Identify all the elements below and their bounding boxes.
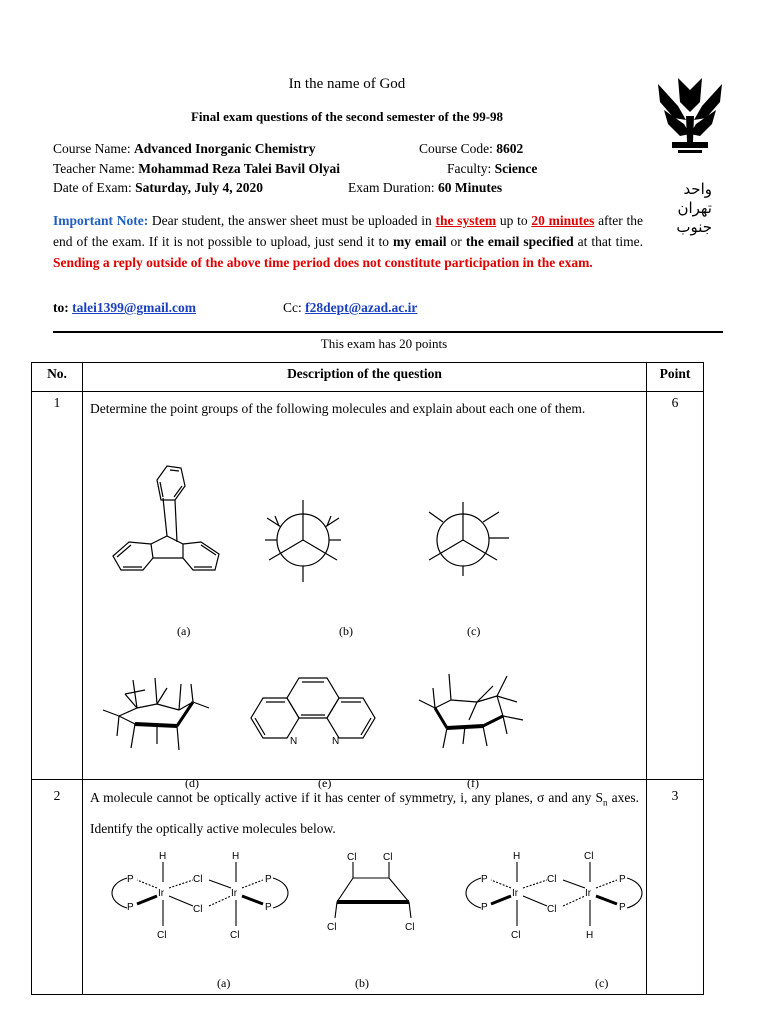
university-logo	[650, 72, 730, 162]
faculty: Faculty: Science	[447, 161, 538, 176]
q2-label-a: (a)	[217, 976, 231, 990]
molecule-2c-iridium-dimer	[463, 850, 673, 960]
cc-email-link[interactable]: f28dept@azad.ac.ir	[305, 300, 418, 315]
atom-label: Cl	[230, 930, 240, 941]
table-row-q2	[32, 780, 704, 995]
q1-label-c: (c)	[467, 624, 481, 638]
atom-label: Cl	[584, 851, 594, 862]
table-header-row	[32, 363, 704, 392]
q2-text: A molecule cannot be optically active if it has center of symmetry, i, any planes, σ and any $S_n$ axes. Identify the optically active molecules below.	[90, 790, 639, 836]
course-name: Course Name: Advanced Inorganic Chemistry	[53, 141, 316, 156]
q1-text: Determine the point groups of the following molecules and explain about each one of them.	[90, 401, 586, 416]
atom-label: P	[127, 902, 134, 913]
q1-label-a: (a)	[177, 624, 191, 638]
atom-label: Cl	[383, 852, 393, 863]
q2-label-b: (b)	[355, 976, 369, 990]
q1-number: 1	[32, 392, 83, 780]
atom-label: P	[265, 902, 272, 913]
molecule-a-triptycene	[93, 452, 243, 582]
q1-label-f: (f)	[467, 776, 479, 790]
q1-cell	[83, 392, 647, 790]
campus-line-1: واحد	[683, 180, 712, 198]
points-note: This exam has 20 points	[320, 336, 448, 351]
atom-label: Cl	[193, 874, 203, 885]
atom-label: Cl	[405, 922, 415, 933]
q2-label-c: (c)	[595, 976, 609, 990]
important-note: Important Note: Dear student, the answer sheet must be uploaded in the system up to 20 minutes after the end of the exam. If it is not possible to upload, just send it to my email or the email specified at that time. Sending a reply outside of the above time period does not constitute participation in the exam.	[53, 213, 644, 270]
atom-label: P	[481, 902, 488, 913]
q1-label-d: (d)	[185, 776, 199, 790]
q2-number: 2	[32, 780, 83, 995]
to-email-link[interactable]: talei1399@gmail.com	[72, 300, 197, 315]
molecule-2b-cyclobutane	[319, 850, 429, 950]
q1-point: 6	[647, 392, 704, 780]
molecule-c-newman	[417, 490, 527, 590]
teacher-name: Teacher Name: Mohammad Reza Talei Bavil Olyai	[53, 161, 341, 176]
atom-label: P	[619, 874, 626, 885]
atom-label: Cl	[347, 852, 357, 863]
to-email-line: to: talei1399@gmail.com	[53, 300, 197, 315]
divider	[53, 331, 723, 333]
campus-line-3: جنوب	[676, 218, 712, 236]
molecule-e-phenanthroline	[241, 668, 391, 758]
q1-label-b: (b)	[339, 624, 353, 638]
atom-label: P	[619, 902, 626, 913]
header-description: Description of the question	[83, 363, 647, 392]
campus-line-2: تهران	[677, 199, 712, 217]
header-no: No.	[32, 363, 83, 392]
atom-label: Cl	[157, 930, 167, 941]
molecule-2a-iridium-dimer	[103, 850, 313, 960]
atom-label: H	[232, 851, 240, 862]
atom-label: Cl	[327, 922, 337, 933]
molecule-d-cyclohexane	[97, 654, 227, 764]
atom-label: P	[481, 874, 488, 885]
q2-cell	[83, 780, 647, 995]
nitrogen-label-1: N	[290, 736, 298, 747]
atom-label: Cl	[547, 904, 557, 915]
q2-point: 3	[647, 780, 704, 995]
atom-label: Ir	[231, 888, 238, 899]
exam-duration: Exam Duration: 60 Minutes	[348, 180, 503, 195]
atom-label: Cl	[193, 904, 203, 915]
atom-label: Cl	[547, 874, 557, 885]
exam-subtitle: Final exam questions of the second semester of the 99-98	[190, 109, 504, 124]
atom-label: Cl	[511, 930, 521, 941]
atom-label: P	[127, 874, 134, 885]
exam-date: Date of Exam: Saturday, July 4, 2020	[53, 180, 264, 195]
atom-label: Ir	[585, 888, 592, 899]
molecule-f-cyclohexane	[407, 660, 537, 760]
atom-label: H	[513, 851, 521, 862]
molecule-b-newman	[251, 490, 361, 600]
cc-email-line: Cc: f28dept@azad.ac.ir	[283, 300, 418, 315]
course-code: Course Code: 8602	[419, 141, 524, 156]
atom-label: Ir	[512, 888, 519, 899]
q1-label-e: (e)	[318, 776, 332, 790]
atom-label: Ir	[158, 888, 165, 899]
atom-label: H	[159, 851, 167, 862]
nitrogen-label-2: N	[332, 736, 340, 747]
header-point: Point	[647, 363, 704, 392]
question-table	[31, 362, 704, 995]
atom-label: P	[265, 874, 272, 885]
page-title: In the name of God	[288, 76, 406, 92]
table-row-q1	[32, 392, 704, 780]
atom-label: H	[586, 930, 594, 941]
